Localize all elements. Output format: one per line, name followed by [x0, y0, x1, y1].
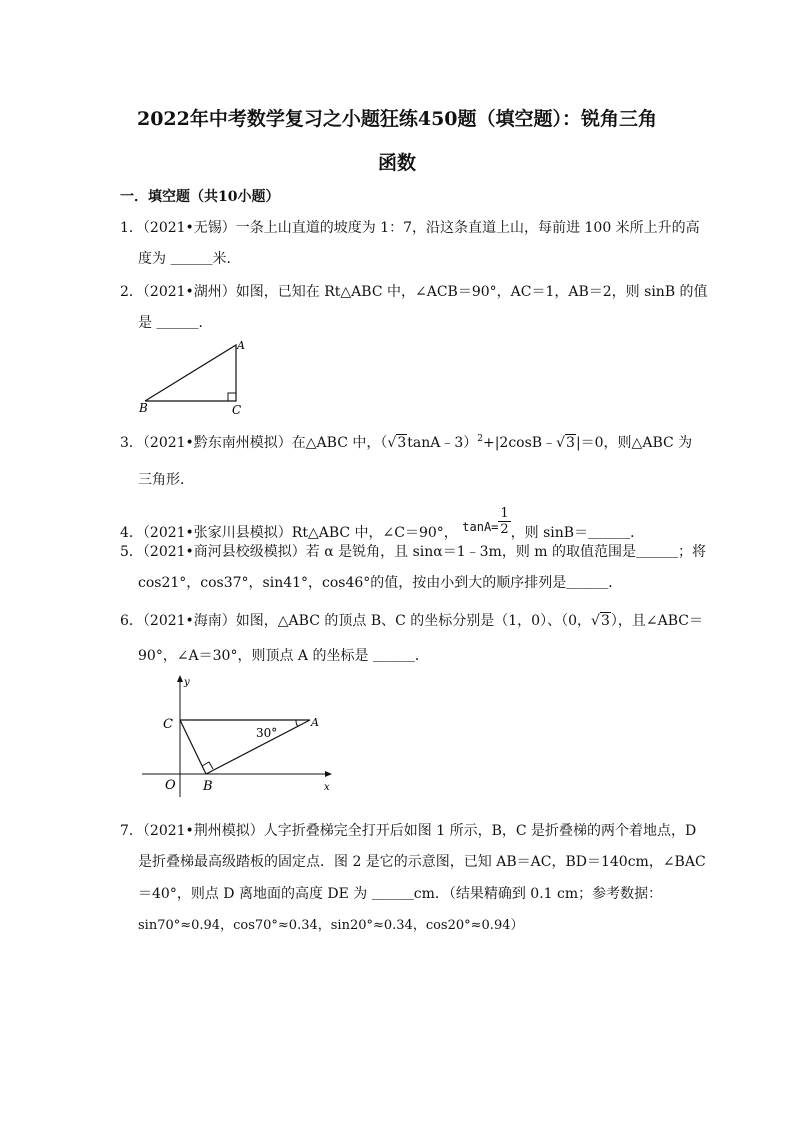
q2-line2: 是 ＿＿＿．: [138, 315, 213, 331]
q6-label-x: x: [324, 782, 330, 793]
q6-coordinate-figure: [140, 672, 350, 802]
q7-line4: sin70°≈0.94，cos70°≈0.34，sin20°≈0.34，cos20°≈0.94）: [138, 918, 524, 933]
q6-line2: 90°，∠A＝30°，则顶点 A 的坐标是 ＿＿＿．: [138, 648, 429, 664]
q7-line1: 7．（2021•荆州模拟）人字折叠梯完全打开后如图 1 所示，B，C 是折叠梯的两个着地点，D: [120, 823, 697, 839]
q6-angle-arc: [296, 720, 298, 726]
q6-angle-label: 30°: [256, 726, 278, 740]
q3-line2: 三角形．: [138, 472, 194, 488]
q5-line1: 5．（2021•商河县校级模拟）若 α 是锐角，且 sinα＝1﹣3m，则 m 的取值范围是＿＿＿；将: [120, 544, 706, 560]
q6-label-A: A: [311, 716, 319, 729]
q2-triangle-figure: [135, 338, 255, 420]
q4-fraction: [498, 506, 510, 537]
q4-line: [120, 506, 644, 542]
q3-text-a2: tanA﹣3）: [407, 435, 478, 451]
q4-text-a1: 4．（2021•张家川县模拟）Rt△ABC 中，∠C＝90°，: [120, 525, 458, 541]
q6-x-arrow: [325, 771, 332, 777]
q2-label-C: C: [232, 403, 242, 417]
page-title-line2: 函数: [377, 152, 416, 174]
q3-text-a1: 3．（2021•黔东南州模拟）在△ABC 中，（: [120, 435, 388, 451]
q6-label-O: O: [165, 778, 176, 793]
q2-line1: 2．（2021•湖州）如图，已知在 Rt△ABC 中，∠ACB＝90°，AC＝1，AB＝2，则 sinB 的值: [120, 284, 708, 300]
page-title-line1: 2022年中考数学复习之小题狂练450题（填空题）：锐角三角: [136, 108, 658, 130]
q6-sqrt3: 3: [600, 613, 610, 629]
q3-text-a4: |＝0，则△ABC 为: [575, 435, 693, 451]
q1-line2: 度为 ＿＿＿米．: [138, 251, 241, 267]
q4-tan: tanA=: [462, 520, 499, 534]
q6-label-B: B: [203, 779, 213, 794]
q6-text-a2: ），且∠ABC＝: [610, 613, 703, 629]
q4-denominator: 2: [500, 522, 509, 537]
section-heading: 一．填空题（共10小题）: [120, 189, 280, 205]
q5-line2: cos21°，cos37°，sin41°，cos46°的值，按由小到大的顺序排列是＿＿＿．: [138, 575, 623, 591]
q3-sqrt3: 3: [397, 435, 407, 451]
q6-label-C: C: [163, 717, 173, 732]
q4-numerator: 1: [500, 506, 509, 521]
q3-exponent: 2: [477, 434, 483, 444]
q3-line1: 3．（2021•黔东南州模拟）在△ABC 中，（√3tanA﹣3）$^2$+|2cosB﹣√3|＝0，则△ABC 为: [120, 434, 693, 451]
q7-line3: ＝40°，则点 D 离地面的高度 DE 为 ＿＿＿cm．（结果精确到 0.1 cm；参考数据：: [138, 886, 663, 902]
q6-text-a1: 6．（2021•海南）如图，△ABC 的顶点 B、C 的坐标分别是（1，0）、（0，: [120, 613, 592, 629]
q2-label-B: B: [139, 401, 148, 415]
q6-y-arrow: [177, 675, 183, 682]
q1-line1: 1．（2021•无锡）一条上山直道的坡度为 1：7，沿这条直道上山，每前进 100 米所上升的高: [120, 220, 700, 236]
q3-sqrt3-b: 3: [566, 435, 575, 451]
q3-text-a3: +|2cosB﹣: [482, 435, 557, 451]
q2-triangle: [145, 345, 236, 401]
q4-text-a2: ，则 sinB＝＿＿＿．: [510, 525, 645, 541]
q6-line1: 6．（2021•海南）如图，△ABC 的顶点 B、C 的坐标分别是（1，0）、（0，√3），且∠ABC＝: [120, 613, 703, 629]
q6-label-y: y: [184, 677, 190, 688]
q7-line2: 是折叠梯最高级踏板的固定点．图 2 是它的示意图，已知 AB＝AC，BD＝140cm，∠BAC: [138, 854, 706, 870]
q2-label-A: A: [237, 339, 245, 352]
q2-right-angle-mark: [228, 393, 236, 401]
